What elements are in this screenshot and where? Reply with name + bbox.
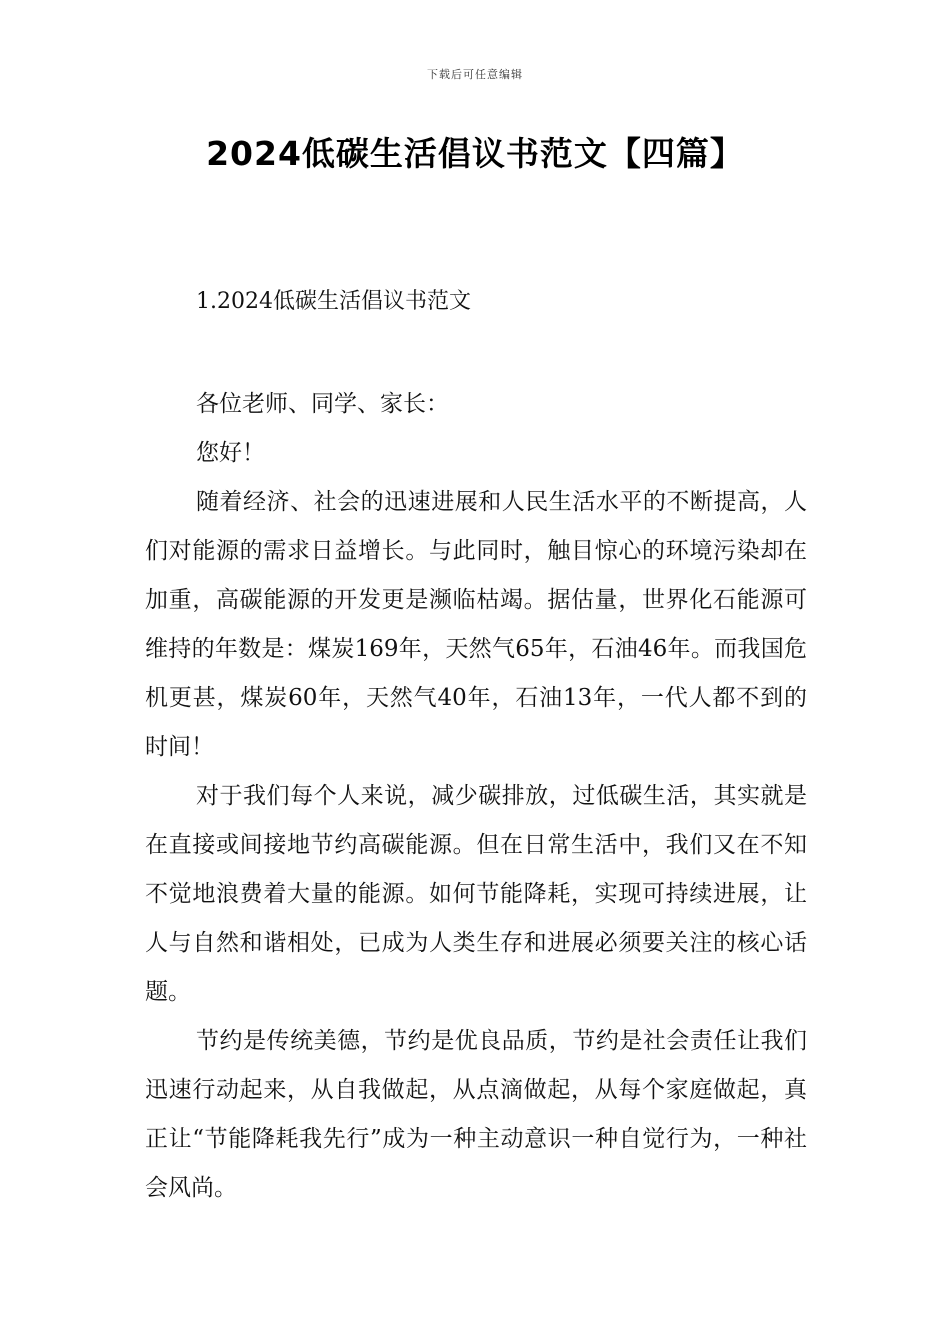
paragraph-1: 随着经济、社会的迅速进展和人民生活水平的不断提高，人们对能源的需求日益增长。与此同时，触目惊心的环境污染却在加重，高碳能源的开发更是濒临枯竭。据估量，世界化石能源可维持的年数是：煤炭169年，天然气65年，石油46年。而我国危机更甚，煤炭60年，天然气40年，石油13年，一代人都不到的时间！	[145, 489, 807, 760]
salutation: 各位老师、同学、家长：	[196, 391, 449, 417]
greeting: 您好！	[196, 440, 265, 466]
document-body	[145, 380, 807, 1213]
paragraph-3: 节约是传统美德，节约是优良品质，节约是社会责任让我们迅速行动起来，从自我做起，从点滴做起，从每个家庭做起，真正让“节能降耗我先行”成为一种主动意识一种自觉行为，一种社会风尚。	[145, 1028, 807, 1201]
document-title: 2024低碳生活倡议书范文【四篇】	[206, 134, 744, 173]
header-note: 下载后可任意编辑	[427, 68, 523, 81]
section-heading: 1.2024低碳生活倡议书范文	[196, 289, 471, 314]
paragraph-2: 对于我们每个人来说，减少碳排放，过低碳生活，其实就是在直接或间接地节约高碳能源。但在日常生活中，我们又在不知不觉地浪费着大量的能源。如何节能降耗，实现可持续进展，让人与自然和谐相处，已成为人类生存和进展必须要关注的核心话题。	[145, 783, 807, 1005]
